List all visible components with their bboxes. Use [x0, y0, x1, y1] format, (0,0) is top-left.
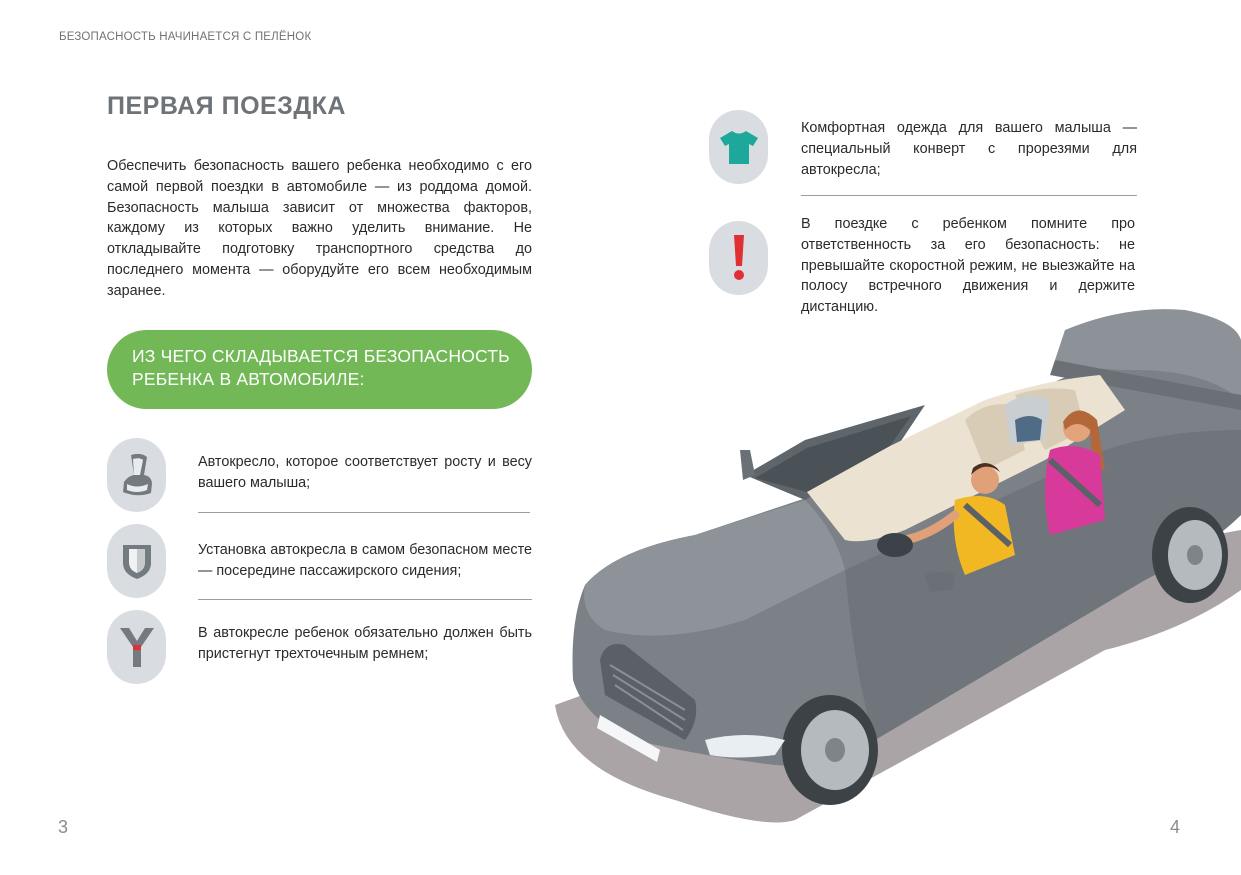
t-shirt-icon-circle	[709, 110, 768, 184]
item-text-clothing: Комфортная одежда для вашего малыша — специальный конверт с прорезями для автокресла;	[801, 120, 1137, 178]
front-wheel	[782, 695, 878, 805]
shield-icon-circle	[107, 524, 166, 598]
item-text-car-seat: Автокресло, которое соответствует росту и весу вашего малыша;	[198, 454, 532, 491]
seat-belt-icon	[117, 625, 157, 669]
passenger-body	[1045, 446, 1105, 535]
side-mirror	[740, 450, 755, 480]
page-number-left: 3	[58, 817, 69, 837]
shield-icon	[120, 541, 154, 581]
divider	[198, 512, 530, 513]
exclamation-icon	[729, 233, 749, 283]
car-seat-icon-circle	[107, 438, 166, 512]
page-title: ПЕРВАЯ ПОЕЗДКА	[107, 92, 346, 120]
page-number-right: 4	[1170, 817, 1181, 837]
item-text-responsibility: В поездке с ребенком помните про ответственность за его безопасность: не превышайте скоростной режим, не выезжайте на полосу встречного движения и держите дистанцию.	[801, 216, 1135, 316]
seat-belt-icon-circle	[107, 610, 166, 684]
rear-wheel	[1152, 507, 1228, 603]
intro-paragraph: Обеспечить безопасность вашего ребенка необходимо с его самой первой поездки в автомобиле — из роддома домой. Безопасность малыша зависит от множества факторов, каждому из которых важно уделить внимание. Не откладывайте подготовку транспортного средства до последнего момента — оборудуйте его всем необходимым заранее.	[107, 158, 532, 299]
item-text-placement: Установка автокресла в самом безопасном месте — посередине пассажирского сидения;	[198, 542, 532, 579]
t-shirt-icon	[718, 128, 760, 166]
exclamation-icon-circle	[709, 221, 768, 295]
divider	[198, 599, 532, 600]
section-banner: ИЗ ЧЕГО СКЛАДЫВАЕТСЯ БЕЗОПАСНОСТЬ РЕБЕНКА В АВТОМОБИЛЕ:	[107, 330, 532, 409]
item-text-seat-belt: В автокресле ребенок обязательно должен быть пристегнут трехточечным ремнем;	[198, 625, 532, 662]
running-header: БЕЗОПАСНОСТЬ НАЧИНАЕТСЯ С ПЕЛЁНОК	[59, 31, 312, 43]
convertible-car-illustration	[545, 300, 1241, 835]
car-seat-icon	[117, 451, 157, 499]
divider	[801, 195, 1137, 196]
headlight	[705, 735, 785, 758]
